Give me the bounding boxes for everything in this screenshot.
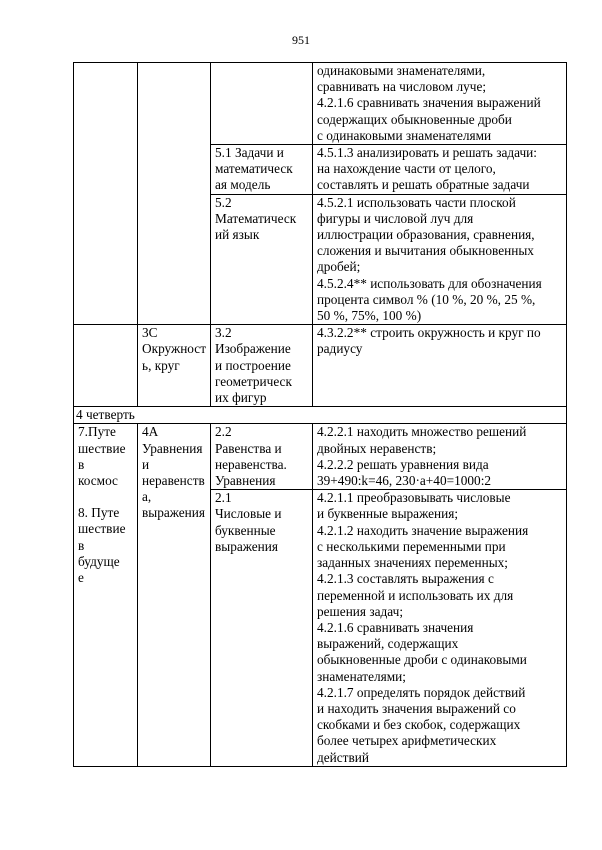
text-line: ая модель (215, 177, 271, 193)
text-line: составлять и решать обратные задачи (317, 177, 530, 193)
text-line: заданных значениях переменных; (317, 555, 508, 571)
text-line: а, (142, 489, 152, 505)
text-line: 4.2.1.2 находить значение выражения (317, 522, 529, 538)
text-line: 4.2.1.6 сравнивать значения (317, 619, 474, 635)
text-line: на нахождение части от целого, (317, 161, 496, 177)
section-cell (138, 325, 211, 407)
text-line: фигуры и числовой луч для (317, 210, 474, 226)
text-line: 7.Путе (78, 424, 116, 440)
text-line: Равенства и (215, 440, 282, 456)
text-line: с несколькими переменными при (317, 538, 506, 554)
text-line: неравенства. (215, 456, 287, 472)
table-row (74, 63, 567, 145)
text-line: 3.2 (215, 325, 232, 341)
text-line: 4.2.1.7 определять порядок действий (317, 684, 526, 700)
text-line: будуще (78, 553, 120, 569)
subsection-cell (211, 325, 313, 407)
text-line: Окружност (142, 341, 207, 357)
goals-cell (313, 424, 567, 490)
text-line: буквенные (215, 522, 276, 538)
text-line: с одинаковыми знаменателями (317, 127, 492, 143)
text-line: сложения и вычитания обыкновенных (317, 243, 534, 259)
text-line: 2.2 (215, 424, 232, 440)
text-line: в (78, 456, 85, 472)
text-line: и (142, 456, 150, 472)
table-row (74, 424, 567, 490)
text-line: 5.2 (215, 194, 232, 210)
goals-cell (313, 325, 567, 407)
text-line: 3С (142, 325, 158, 341)
subsection-cell (211, 490, 313, 766)
text-line: сравнивать на числовом луче; (317, 79, 487, 95)
text-line: шествие (78, 440, 126, 456)
text-line: 4.3.2.2** строить окружность и круг по (317, 325, 541, 341)
text-line: Уравнения (142, 440, 203, 456)
goals-cell (313, 145, 567, 195)
text-line: переменной и использовать их для (317, 587, 514, 603)
goals-cell (313, 63, 567, 145)
subsection-cell (211, 194, 313, 325)
topic-cell (74, 325, 138, 407)
quarter-row (74, 407, 567, 424)
text-line: 4.2.1.1 преобразовывать числовые (317, 490, 511, 506)
text-line: космос (78, 473, 118, 489)
text-line: 8. Путе (78, 505, 120, 521)
subsection-cell (211, 424, 313, 490)
goals-cell (313, 490, 567, 766)
text-line: Математическ (215, 210, 297, 226)
text-line: 39+490:k=46, 230·a+40=1000:2 (317, 473, 492, 489)
text-line: обыкновенные дроби с одинаковыми (317, 652, 527, 668)
text-line: 4.5.2.4** использовать для обозначения (317, 275, 542, 291)
text-line: 4.2.1.3 составлять выражения с (317, 571, 494, 587)
text-line: одинаковыми знаменателями, (317, 63, 486, 78)
text-line: и находить значения выражений со (317, 700, 516, 716)
text-line: 4.5.1.3 анализировать и решать задачи: (317, 145, 537, 161)
section-cell (138, 63, 211, 325)
text-line: скобками и без скобок, содержащих (317, 717, 521, 733)
text-line: 4.5.2.1 использовать части плоской (317, 194, 516, 210)
text-line: 4.2.2.1 находить множество решений (317, 424, 527, 440)
text-line: и построение (215, 357, 291, 373)
text-line: Уравнения (215, 473, 276, 489)
text-line: содержащих обыкновенные дроби (317, 111, 512, 127)
text-line: геометрическ (215, 373, 292, 389)
text-line: радиусу (317, 341, 363, 357)
text-line: их фигур (215, 390, 267, 406)
text-line: иллюстрации образования, сравнения, (317, 227, 535, 243)
text-line: двойных неравенств; (317, 440, 437, 456)
text-line: более четырех арифметических (317, 733, 497, 749)
section-cell (138, 424, 211, 766)
text-line: выражения (215, 538, 279, 554)
text-line: дробей; (317, 259, 361, 275)
curriculum-table (73, 62, 567, 767)
table-row (74, 325, 567, 407)
text-line: действий (317, 749, 370, 765)
text-line: в (78, 537, 85, 553)
text-line: неравенств (142, 473, 205, 489)
text-line: шествие (78, 521, 126, 537)
subsection-cell (211, 63, 313, 145)
page-number: 951 (292, 33, 310, 47)
text-line: ь, круг (142, 357, 180, 373)
topic-cell (74, 63, 138, 325)
text-line: 4.2.2.2 решать уравнения вида (317, 456, 489, 472)
quarter-label: 4 четверть (74, 407, 567, 424)
topic-cell (74, 424, 138, 766)
text-line: Числовые и (215, 506, 282, 522)
text-line: знаменателями; (317, 668, 406, 684)
goals-cell (313, 194, 567, 325)
text-line: решения задач; (317, 603, 404, 619)
text-line: и буквенные выражения; (317, 506, 459, 522)
text-line: Изображение (215, 341, 291, 357)
text-line (78, 489, 134, 505)
text-line: 5.1 Задачи и (215, 145, 284, 161)
text-line: выражений, содержащих (317, 636, 459, 652)
text-line: выражения (142, 505, 206, 521)
text-line: процента символ % (10 %, 20 %, 25 %, (317, 291, 536, 307)
text-line: ий язык (215, 227, 260, 243)
text-line: 4.2.1.6 сравнивать значения выражений (317, 95, 541, 111)
text-line: 4А (142, 424, 159, 440)
text-line: 50 %, 75%, 100 %) (317, 308, 422, 324)
subsection-cell (211, 145, 313, 195)
text-line: е (78, 570, 84, 586)
text-line: 2.1 (215, 490, 232, 506)
text-line: математическ (215, 161, 293, 177)
